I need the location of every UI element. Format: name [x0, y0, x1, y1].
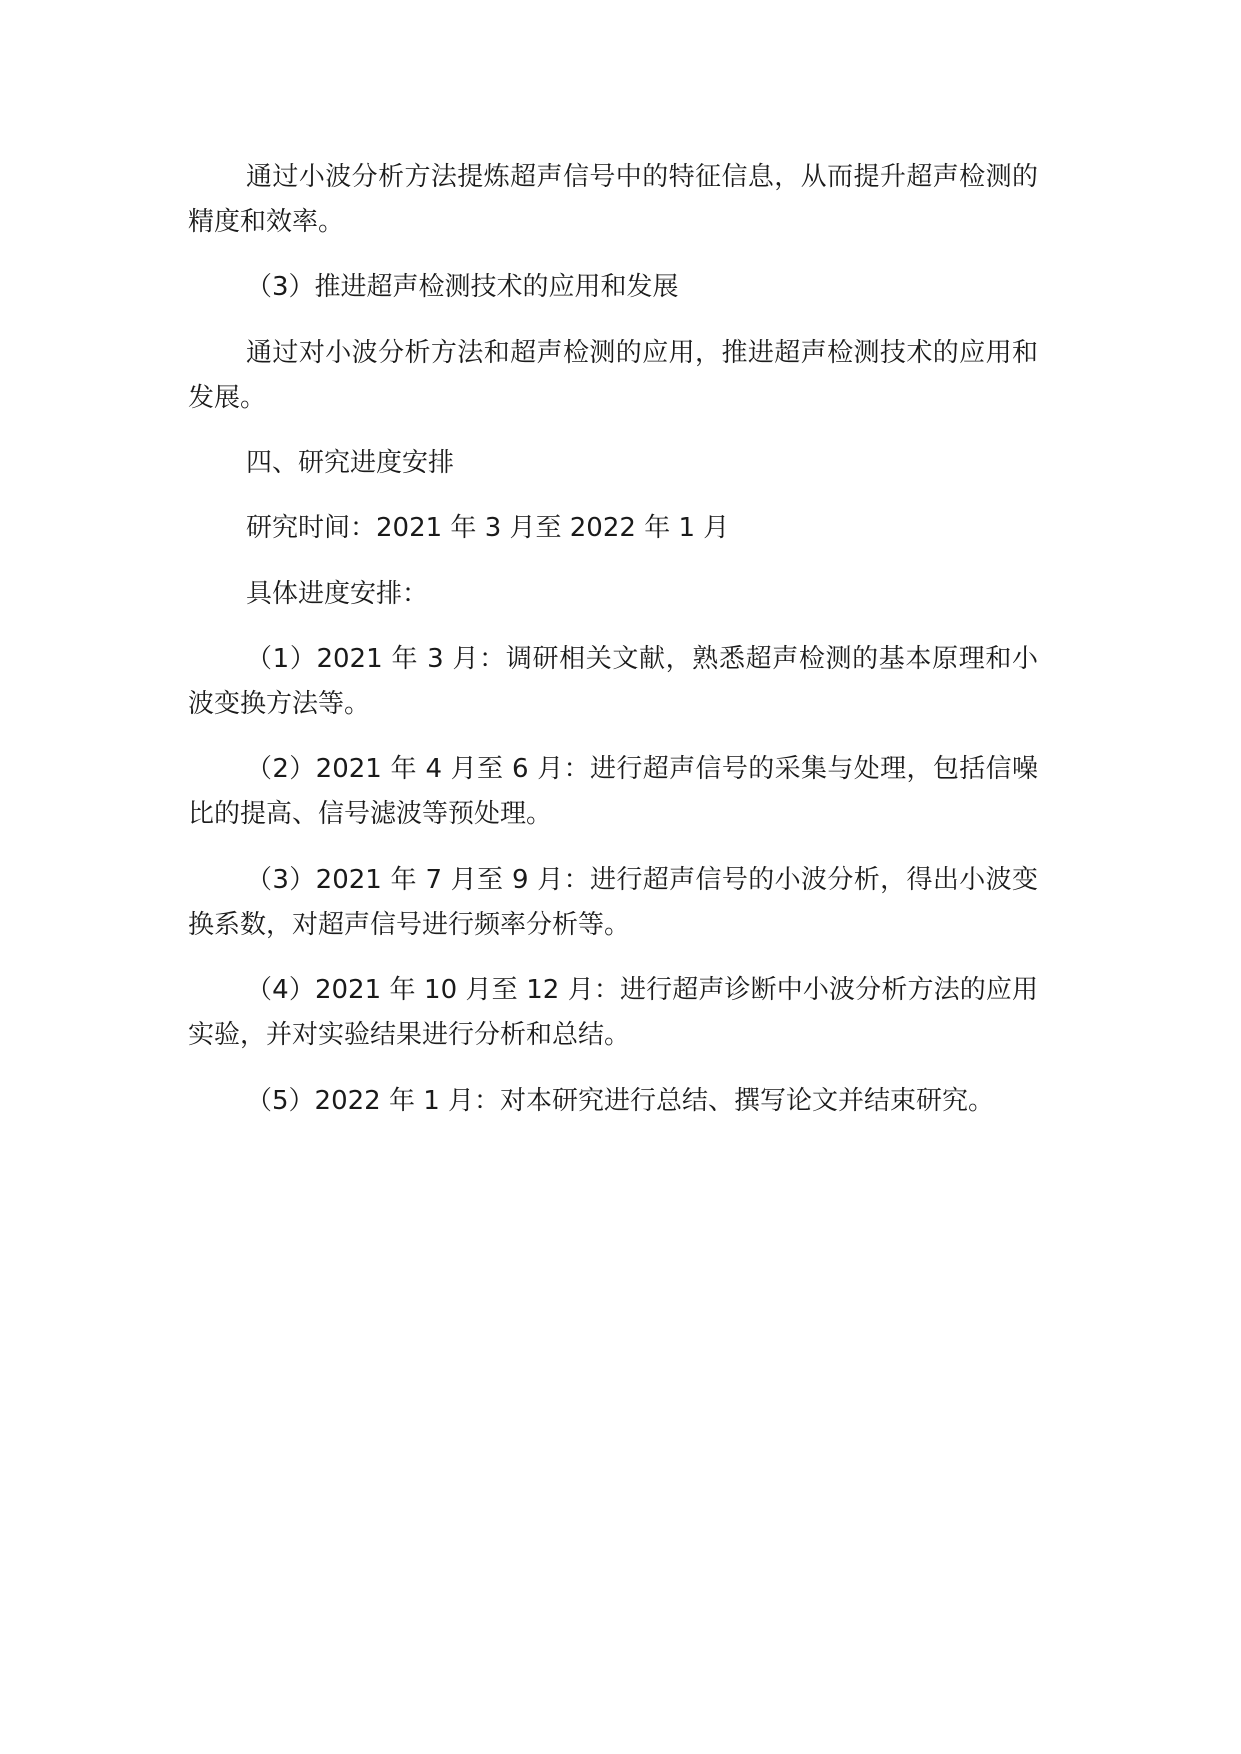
paragraph-objective-3-body: 通过对小波分析方法和超声检测的应用，推进超声检测技术的应用和发展。 — [188, 338, 1038, 413]
schedule-item-3: （3）2021 年 7 月至 9 月：进行超声信号的小波分析，得出小波变换系数，对超声信号进行频率分析等。 — [188, 865, 1038, 940]
schedule-item-4: （4）2021 年 10 月至 12 月：进行超声诊断中小波分析方法的应用实验，并对实验结果进行分析和总结。 — [188, 975, 1038, 1050]
schedule-item-1: （1）2021 年 3 月：调研相关文献，熟悉超声检测的基本原理和小波变换方法等。 — [188, 644, 1038, 719]
research-period: 研究时间：2021 年 3 月至 2022 年 1 月 — [246, 513, 730, 543]
paragraph-feature-extraction: 通过小波分析方法提炼超声信号中的特征信息，从而提升超声检测的精度和效率。 — [188, 162, 1038, 237]
heading-objective-3: （3）推进超声检测技术的应用和发展 — [246, 272, 679, 302]
schedule-item-5: （5）2022 年 1 月：对本研究进行总结、撰写论文并结束研究。 — [246, 1086, 995, 1116]
schedule-item-2: （2）2021 年 4 月至 6 月：进行超声信号的采集与处理，包括信噪比的提高、信号滤波等预处理。 — [188, 754, 1038, 829]
section-heading-schedule: 四、研究进度安排 — [246, 448, 455, 478]
schedule-intro: 具体进度安排： — [246, 579, 429, 609]
